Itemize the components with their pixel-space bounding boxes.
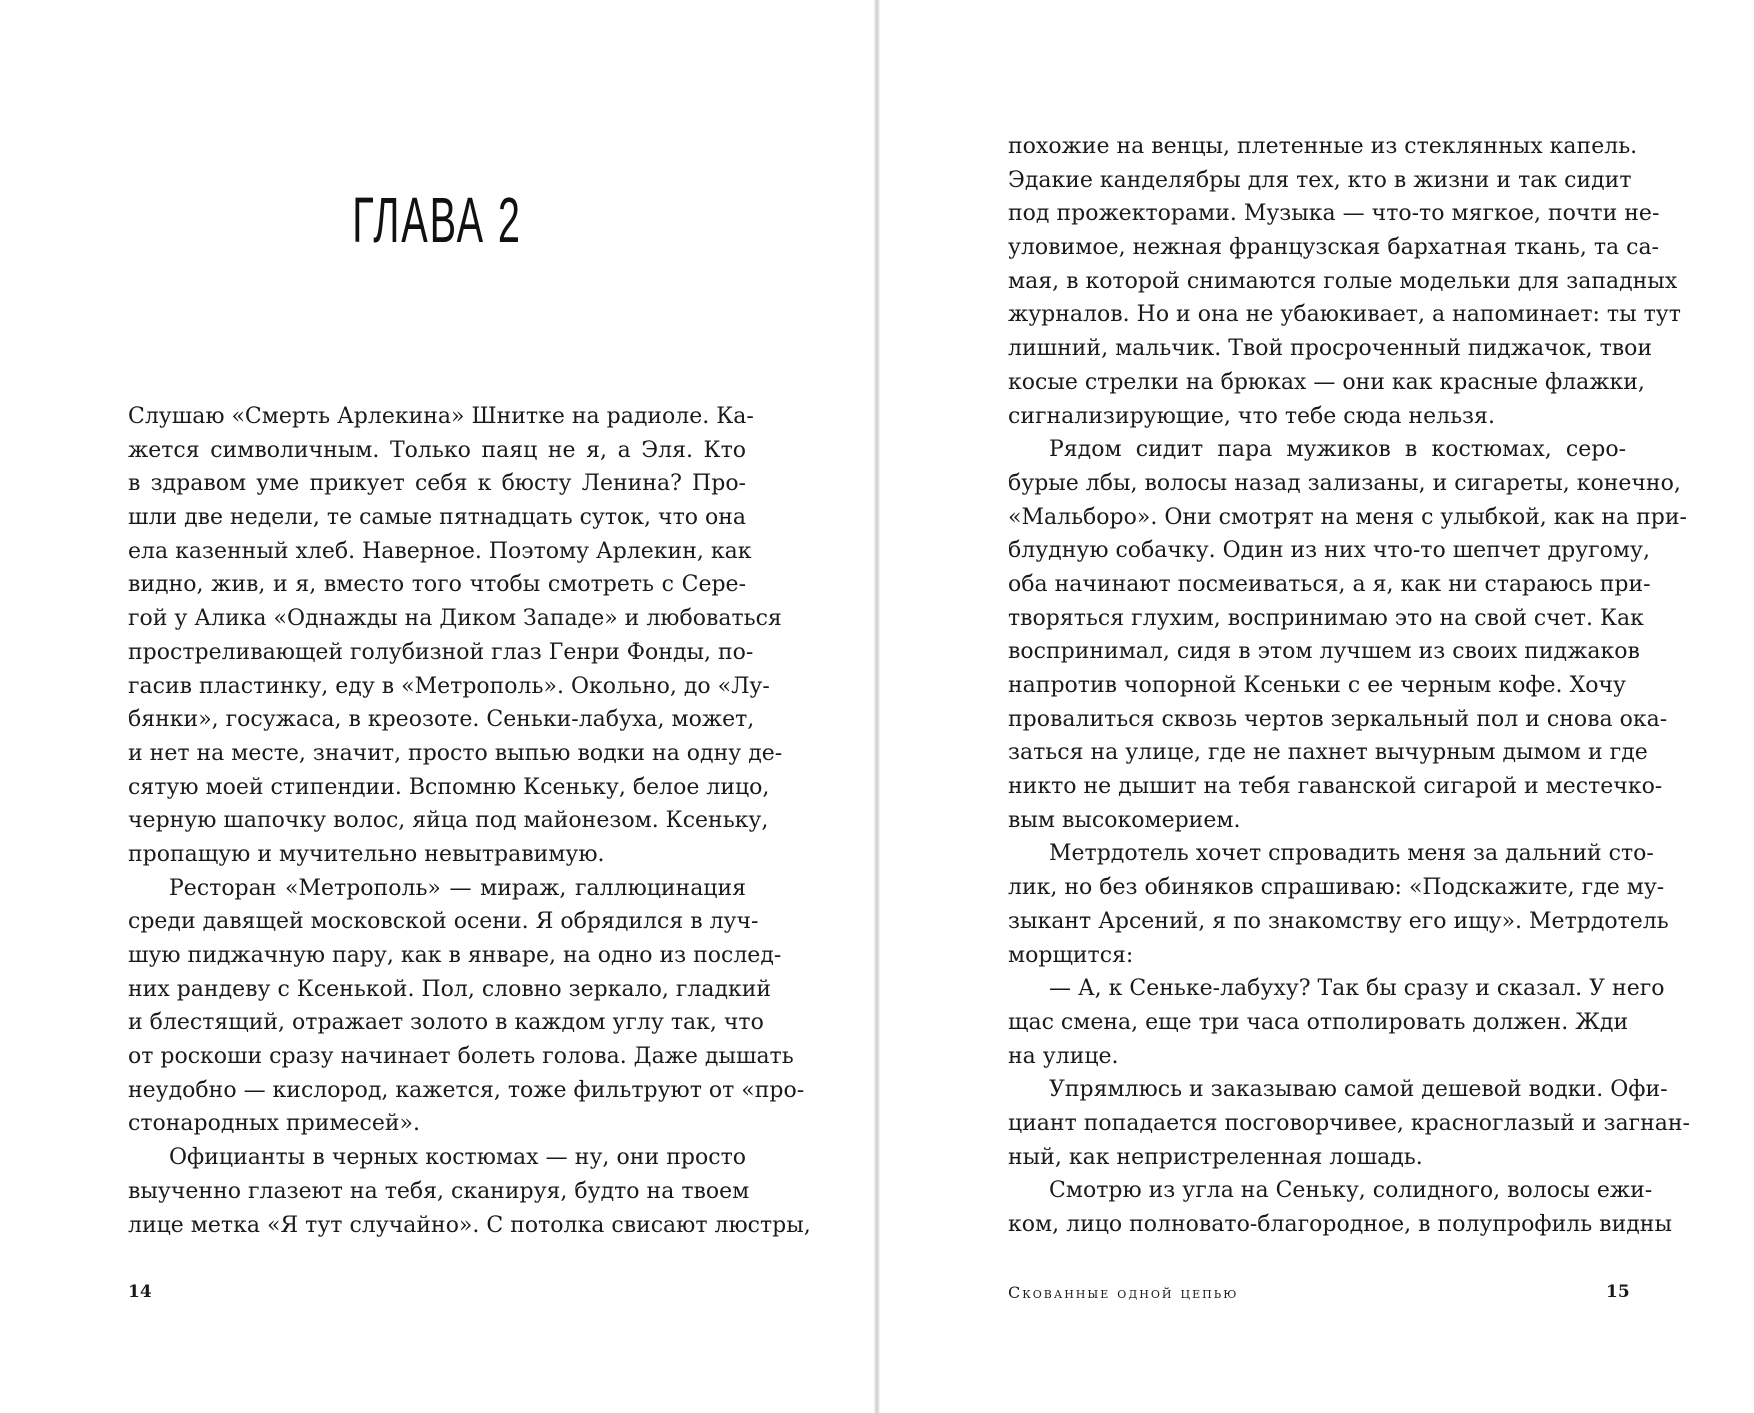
text-line: видно, жив, и я, вместо того чтобы смотреть с Сере- (128, 572, 746, 598)
text-line: уловимое, нежная французская бархатная ткань, та са- (1008, 235, 1659, 261)
text-line: шую пиджачную пару, как в январе, на одно из послед- (128, 943, 782, 968)
text-line: лишний, мальчик. Твой просроченный пиджачок, твои (1008, 336, 1653, 362)
running-head: Скованные одной цепью (1008, 1283, 1239, 1302)
text-line: щас смена, еще три часа отполировать должен. Жди (1008, 1009, 1629, 1035)
text-line: циант попадается посговорчивее, красноглазый и загнан- (1008, 1110, 1690, 1136)
text-line: воспринимал, сидя в этом лучшем из своих пиджаков (1008, 639, 1640, 665)
text-line: морщится: (1008, 942, 1134, 968)
text-line: лице метка «Я тут случайно». С потолка свисают люстры, (128, 1212, 811, 1238)
text-line: под прожекторами. Музыка — что-то мягкое, почти не- (1008, 201, 1660, 227)
text-line: Упрямлюсь и заказываю самой дешевой водки. Офи- (1049, 1077, 1668, 1103)
left-page (0, 0, 874, 1413)
text-line: ный, как непристреленная лошадь. (1008, 1144, 1423, 1170)
text-line: шли две недели, те самые пятнадцать суток, что она (128, 505, 746, 531)
text-line: Официанты в черных костюмах — ну, они просто (169, 1145, 746, 1171)
text-line: заться на улице, где не пахнет вычурным дымом и где (1008, 740, 1648, 766)
text-line: Рядом сидит пара мужиков в костюмах, серо- (1049, 437, 1626, 463)
page-number-right: 15 (1606, 1282, 1630, 1302)
text-line: оба начинают посмеиваться, а я, как ни стараюсь при- (1008, 571, 1651, 597)
text-line: сигнализирующие, что тебе сюда нельзя. (1008, 403, 1495, 429)
text-line: сятую моей стипендии. Вспомню Ксеньку, белое лицо, (128, 774, 770, 800)
text-line: бурые лбы, волосы назад зализаны, и сигареты, конечно, (1008, 470, 1681, 496)
text-line: Метрдотель хочет спровадить меня за дальний сто- (1049, 841, 1654, 867)
text-line: журналов. Но и она не убаюкивает, а напоминает: ты тут (1008, 302, 1681, 328)
right-page-body (1008, 130, 1690, 1242)
text-line: гасив пластинку, еду в «Метрополь». Окольно, до «Лу- (128, 673, 770, 699)
text-line: напротив чопорной Ксеньки с ее черным кофе. Хочу (1008, 673, 1626, 698)
text-line: творяться глухим, воспринимаю это на свой счет. Как (1008, 605, 1644, 631)
text-line: вым высокомерием. (1008, 807, 1241, 833)
right-page (880, 0, 1754, 1413)
text-line: выученно глазеют на тебя, сканируя, будто на твоем (128, 1178, 750, 1204)
text-line: провалиться сквозь чертов зеркальный пол и снова ока- (1008, 706, 1668, 732)
page-number-left: 14 (128, 1282, 152, 1302)
left-page-body (128, 400, 811, 1242)
text-line: косые стрелки на брюках — они как красные флажки, (1008, 369, 1645, 395)
text-line: ком, лицо полновато-благородное, в полупрофиль видны (1008, 1212, 1672, 1237)
text-line: черную шапочку волос, яйца под майонезом. Ксеньку, (128, 808, 769, 834)
text-line: Слушаю «Смерть Арлекина» Шнитке на радиоле. Ка- (128, 404, 754, 429)
text-line: них рандеву с Ксенькой. Пол, словно зеркало, гладкий (128, 976, 772, 1002)
chapter-title: ГЛАВА 2 (352, 184, 522, 256)
text-line: на улице. (1008, 1043, 1119, 1069)
text-line: и блестящий, отражает золото в каждом углу так, что (128, 1010, 764, 1036)
text-line: Ресторан «Метрополь» — мираж, галлюцинация (169, 875, 746, 901)
text-line: от роскоши сразу начинает болеть голова. Даже дышать (128, 1044, 794, 1070)
text-line: зыкант Арсений, я по знакомству его ищу». Метрдотель (1008, 908, 1669, 934)
text-line: лик, но без обиняков спрашиваю: «Подскажите, где му- (1008, 875, 1665, 901)
text-line: ела казенный хлеб. Наверное. Поэтому Арлекин, как (128, 538, 752, 564)
text-line: пропащую и мучительно невытравимую. (128, 841, 605, 867)
text-line: в здравом уме прикует себя к бюсту Ленина? Про- (128, 471, 746, 497)
text-line: похожие на венцы, плетенные из стеклянных капель. (1008, 134, 1638, 159)
text-line: и нет на месте, значит, просто выпью водки на одну де- (128, 740, 783, 766)
text-line: блудную собачку. Один из них что-то шепчет другому, (1008, 538, 1650, 564)
text-line: бянки», госужаса, в креозоте. Сеньки-лабуха, может, (128, 707, 755, 733)
text-line: гой у Алика «Однажды на Диком Западе» и любоваться (128, 606, 782, 632)
text-line: неудобно — кислород, кажется, тоже фильтруют от «про- (128, 1077, 805, 1103)
text-line: Смотрю из угла на Сеньку, солидного, волосы ежи- (1049, 1178, 1653, 1204)
text-line: среди давящей московской осени. Я обрядился в луч- (128, 909, 759, 935)
text-line: мая, в которой снимаются голые модельки для западных (1008, 268, 1678, 294)
text-line: стонародных примесей». (128, 1111, 420, 1137)
text-line: простреливающей голубизной глаз Генри Фонды, по- (128, 639, 754, 665)
text-line: жется символичным. Только паяц не я, а Эля. Кто (128, 437, 746, 463)
text-line: никто не дышит на тебя гаванской сигарой и местечко- (1008, 774, 1663, 800)
text-line: — А, к Сеньке-лабуху? Так бы сразу и сказал. У него (1049, 976, 1665, 1002)
text-line: «Мальборо». Они смотрят на меня с улыбкой, как на при- (1008, 504, 1687, 530)
text-line: Эдакие канделябры для тех, кто в жизни и так сидит (1008, 167, 1632, 193)
